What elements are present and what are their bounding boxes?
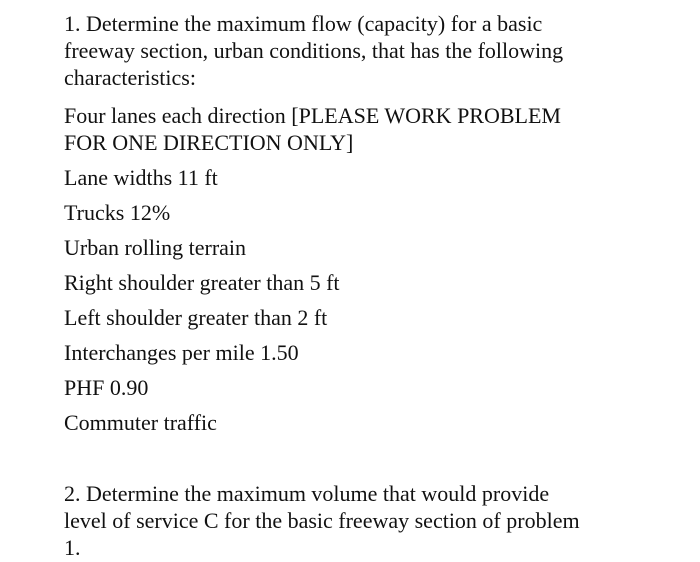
characteristic-trucks: Trucks 12% — [64, 200, 171, 225]
characteristic-lanes: Four lanes each direction [PLEASE WORK PROBLEM FOR ONE DIRECTION ONLY] — [64, 103, 561, 155]
characteristic-left-shoulder: Left shoulder greater than 2 ft — [64, 305, 328, 330]
characteristic-phf: PHF 0.90 — [64, 375, 149, 400]
characteristic-interchanges: Interchanges per mile 1.50 — [64, 340, 299, 365]
question-2-text: 2. Determine the maximum volume that would provide level of service C for the basic freeway section of problem 1. — [64, 481, 580, 560]
characteristic-terrain: Urban rolling terrain — [64, 235, 247, 260]
characteristic-traffic-type: Commuter traffic — [64, 410, 217, 435]
question-1-intro: 1. Determine the maximum flow (capacity) for a basic freeway section, urban conditions, that has the following characteristics: — [64, 11, 564, 90]
characteristic-lane-widths: Lane widths 11 ft — [64, 165, 218, 190]
problem-document — [64, 10, 664, 561]
characteristic-right-shoulder: Right shoulder greater than 5 ft — [64, 270, 340, 295]
characteristics-list — [64, 102, 664, 436]
